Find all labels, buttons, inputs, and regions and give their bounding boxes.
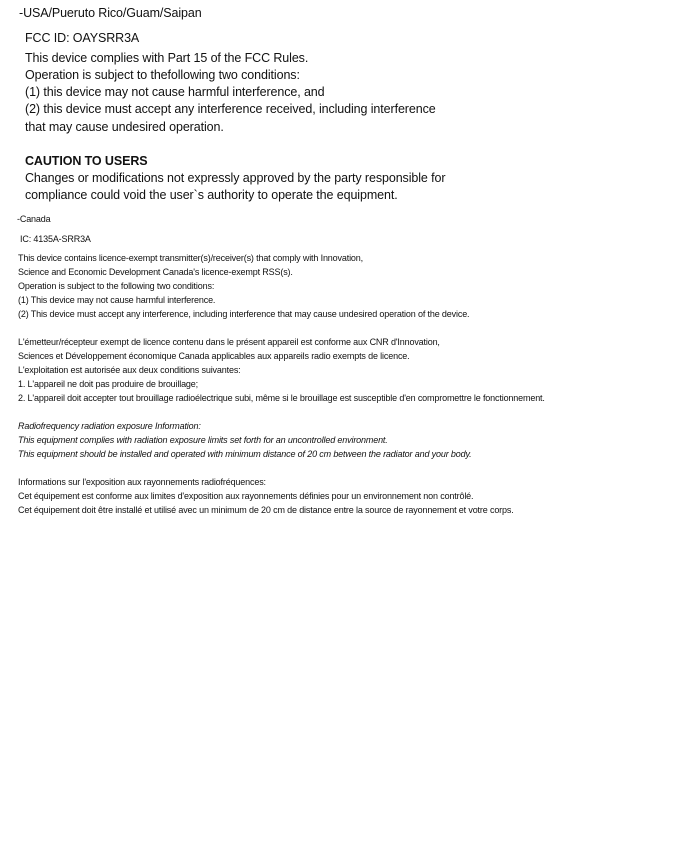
usa-heading: -USA/Pueruto Rico/Guam/Saipan <box>19 6 202 20</box>
canada-en-line: (2) This device must accept any interference, including interference that may cause undesired operation of the device. <box>18 309 470 319</box>
canada-en-line: Science and Economic Development Canada's licence-exempt RSS(s). <box>18 267 293 277</box>
rf-exposure-line: This equipment should be installed and operated with minimum distance of 20 cm between the radiator and your body. <box>18 449 472 459</box>
usa-line: that may cause undesired operation. <box>25 120 224 134</box>
canada-heading: -Canada <box>17 214 51 224</box>
rf-exposure-title: Radiofrequency radiation exposure Information: <box>18 421 201 431</box>
canada-en-line: This device contains licence-exempt transmitter(s)/receiver(s) that comply with Innovation, <box>18 253 363 263</box>
canada-en-line: Operation is subject to the following two conditions: <box>18 281 215 291</box>
rf-exposure-fr-line: Cet équipement doit être installé et utilisé avec un minimum de 20 cm de distance entre la source de rayonnement et votre corps. <box>18 505 514 515</box>
canada-fr-line: 1. L'appareil ne doit pas produire de brouillage; <box>18 379 198 389</box>
fcc-id: FCC ID: OAYSRR3A <box>25 31 140 45</box>
rf-exposure-line: This equipment complies with radiation exposure limits set forth for an uncontrolled environment. <box>18 435 388 445</box>
rf-exposure-fr-line: Cet équipement est conforme aux limites d'exposition aux rayonnements définies pour un environnement non contrôlé. <box>18 491 474 501</box>
usa-line: (1) this device may not cause harmful interference, and <box>25 85 325 99</box>
canada-en-line: (1) This device may not cause harmful interference. <box>18 295 216 305</box>
canada-fr-line: 2. L'appareil doit accepter tout brouillage radioélectrique subi, même si le brouillage est susceptible d'en compromettre le fonctionnement. <box>18 393 545 403</box>
canada-fr-line: Sciences et Développement économique Canada applicables aux appareils radio exempts de licence. <box>18 351 410 361</box>
usa-line: (2) this device must accept any interference received, including interference <box>25 102 436 116</box>
caution-line: compliance could void the user`s authority to operate the equipment. <box>25 188 398 202</box>
canada-fr-line: L'émetteur/récepteur exempt de licence contenu dans le présent appareil est conforme aux CNR d'Innovation, <box>18 337 440 347</box>
canada-fr-line: L'exploitation est autorisée aux deux conditions suivantes: <box>18 365 241 375</box>
ic-number: IC: 4135A-SRR3A <box>20 234 91 244</box>
caution-title: CAUTION TO USERS <box>25 154 148 168</box>
usa-line: This device complies with Part 15 of the FCC Rules. <box>25 51 309 65</box>
rf-exposure-fr-title: Informations sur l'exposition aux rayonnements radiofréquences: <box>18 477 266 487</box>
usa-line: Operation is subject to thefollowing two conditions: <box>25 68 300 82</box>
caution-line: Changes or modifications not expressly approved by the party responsible for <box>25 171 446 185</box>
